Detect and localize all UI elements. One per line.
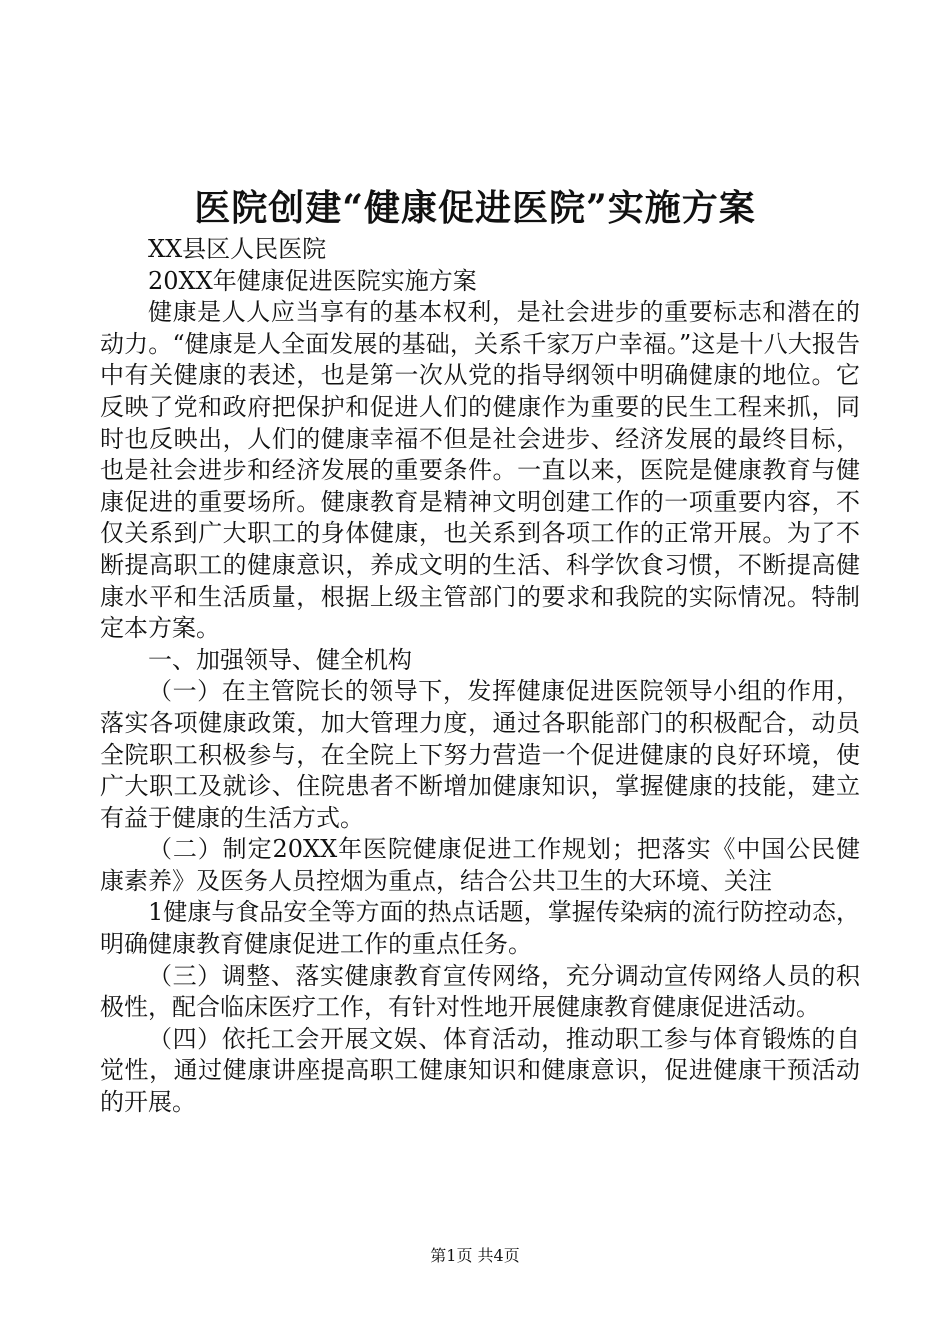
document-body — [100, 234, 860, 1119]
item-1-paragraph: （一）在主管院长的领导下，发挥健康促进医院领导小组的作用，落实各项健康政策，加大管理力度，通过各职能部门的积极配合，动员全院职工积极参与，在全院上下努力营造一个促进健康的良好环境，使广大职工及就诊、住院患者不断增加健康知识，掌握健康的技能，建立有益于健康的生活方式。 — [100, 677, 860, 832]
item-4-paragraph: （四）依托工会开展文娱、体育活动，推动职工参与体育锻炼的自觉性，通过健康讲座提高职工健康知识和健康意识，促进健康干预活动的开展。 — [100, 1024, 860, 1117]
page-number-footer: 第1页 共4页 — [430, 1246, 520, 1265]
section-heading-1: 一、加强领导、健全机构 — [148, 645, 412, 674]
hospital-name-line: XX县区人民医院 — [148, 235, 327, 263]
item-3-paragraph: （三）调整、落实健康教育宣传网络，充分调动宣传网络人员的积极性，配合临床医疗工作，有针对性地开展健康教育健康促进活动。 — [100, 961, 860, 1022]
item-2-paragraph: （二）制定20XX年医院健康促进工作规划；把落实《中国公民健康素养》及医务人员控烟为重点，结合公共卫生的大环境、关注 — [100, 835, 860, 895]
intro-paragraph: 健康是人人应当享有的基本权利，是社会进步的重要标志和潜在的动力。“健康是人全面发展的基础，关系千家万户幸福。”这是十八大报告中有关健康的表述，也是第一次从党的指导纲领中明确健康的地位。它反映了党和政府把保护和促进人们的健康作为重要的民生工程来抓，同时也反映出，人们的健康幸福不但是社会进步、经济发展的最终目标，也是社会进步和经济发展的重要条件。一直以来，医院是健康教育与健康促进的重要场所。健康教育是精神文明创建工作的一项重要内容，不仅关系到广大职工的身体健康，也关系到各项工作的正常开展。为了不断提高职工的健康意识，养成文明的生活、科学饮食习惯，不断提高健康水平和生活质量，根据上级主管部门的要求和我院的实际情况。特制定本方案。 — [100, 298, 860, 643]
document-title: 医院创建“健康促进医院”实施方案 — [194, 187, 756, 229]
plan-subtitle-line: 20XX年健康促进医院实施方案 — [148, 266, 477, 295]
item-2-continued-paragraph: 1健康与食品安全等方面的热点话题，掌握传染病的流行防控动态，明确健康教育健康促进工作的重点任务。 — [100, 898, 860, 959]
